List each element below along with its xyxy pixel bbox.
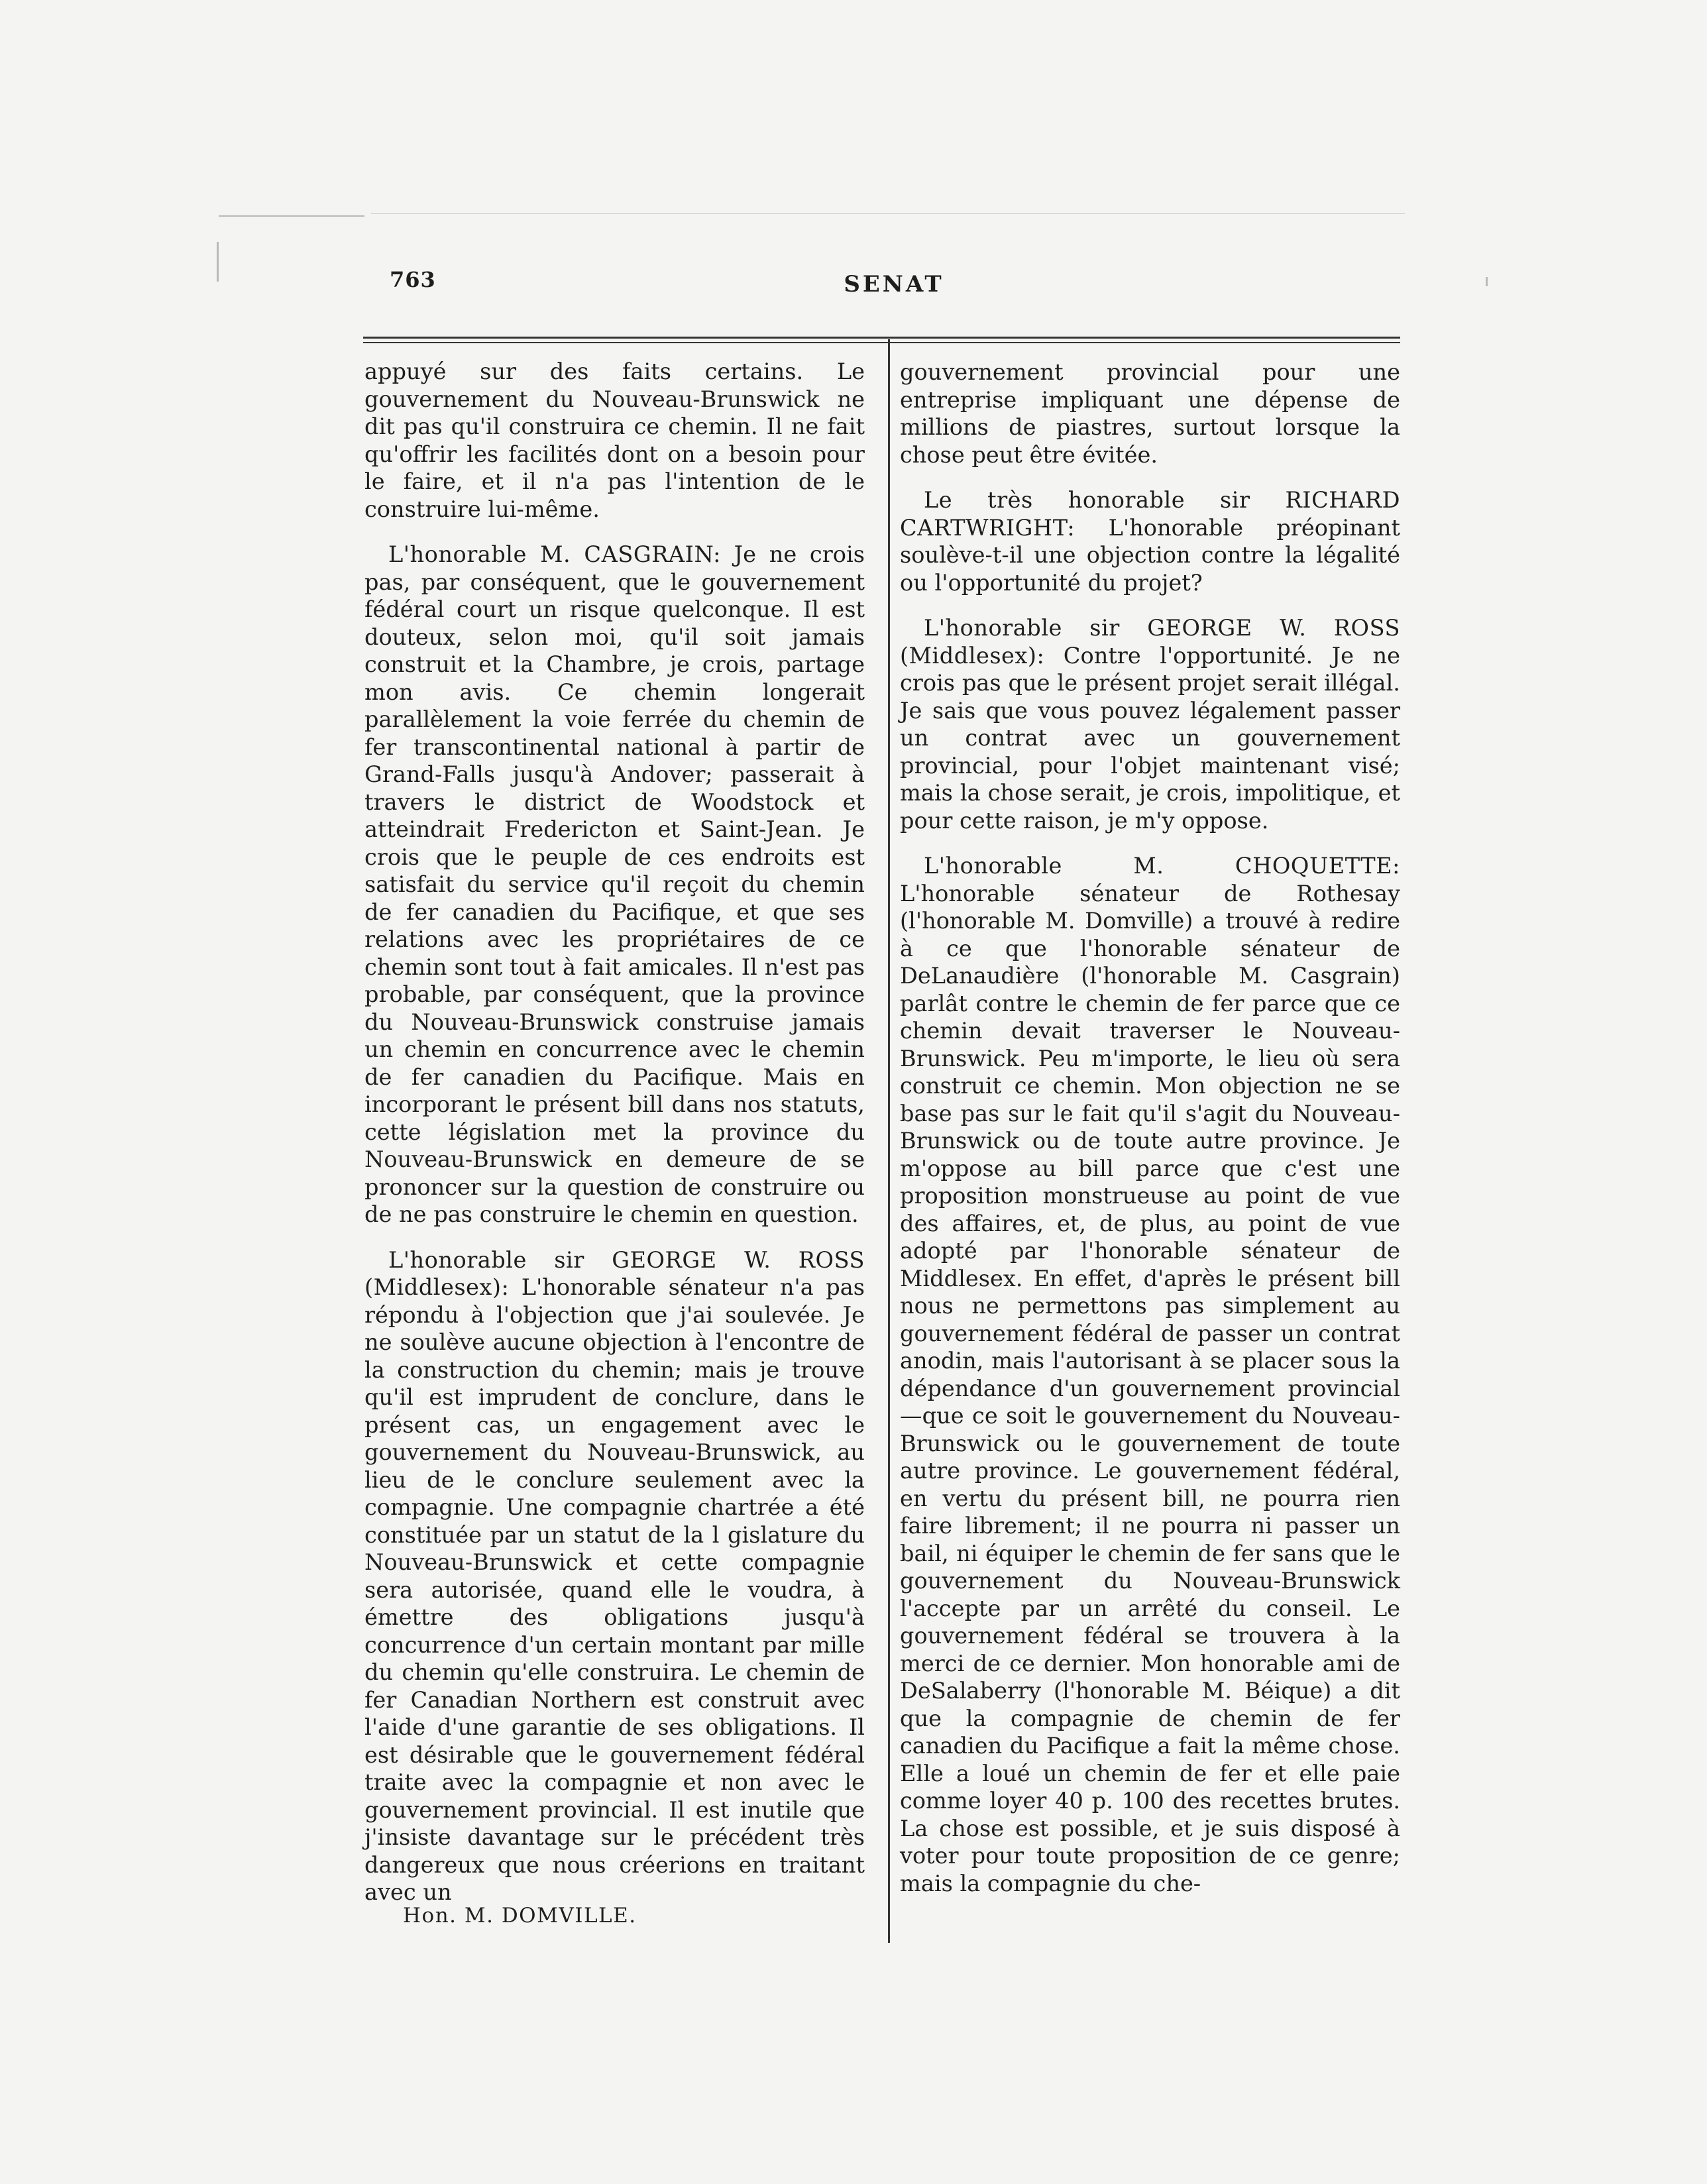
paragraph-text: L'honorable sénateur de Rothesay (l'honorable M. Domville) a trouvé à redire à ce que l'honorable sénateur de DeLanaudière (l'honorable M. Casgrain) parlât contre le chemin de fer parce que ce chemin devait traverser le Nouveau-Brunswick. Peu m'importe, le lieu où sera construit ce chemin. Mon objection ne se base pas sur le fait qu'il s'agit du Nouveau-Brunswick ou de toute autre province. Je m'oppose au bill parce que c'est une proposition monstrueuse au point de vue des affaires, et, de plus, au point de vue adopté par l'honorable sénateur de Middlesex. En effet, d'après le présent bill nous ne permettons pas simplement au gouvernement fédéral de passer un contrat anodin, mais l'autorisant à se placer sous la dépendance d'un gouvernement provincial—que ce soit le gouvernement du Nouveau-Brunswick ou le gouvernement de toute autre province. Le gouvernement fédéral, en vertu du présent bill, ne pourra rien faire librement; il ne pourra ni passer un bail, ni équiper le chemin de fer sans que le gouvernement du Nouveau-Brunswick l'accepte par un arrêté du conseil. Le gouvernement fédéral se trouvera à la merci de ce dernier. Mon honorable ami de DeSalaberry (l'honorable M. Béique) a dit que la compagnie de chemin de fer canadien du Pacifique a fait la même chose. Elle a loué un chemin de fer et elle paie comme loyer 40 p. 100 des recettes brutes. La chose est possible, et je suis disposé à voter pour toute proposition de ce genre; mais la compagnie du che-: [900, 880, 1400, 1896]
paragraph-text: L'honorable préopinant soulève-t-il une objection contre la légalité ou l'opportunité du projet?: [900, 514, 1400, 596]
paragraph: [364, 541, 865, 1228]
left-column: [364, 358, 865, 1906]
right-column: [900, 358, 1400, 1897]
paragraph-text: Contre l'opportunité. Je ne crois pas que le présent projet serait illégal. Je sais que vous pouvez légalement passer un contrat avec un gouvernement provincial, pour l'objet maintenant visé; mais la chose serait, je crois, impolitique, et pour cette raison, je m'y oppose.: [900, 642, 1400, 834]
paragraph: [900, 852, 1400, 1897]
scan-artifact-line: [219, 215, 364, 217]
paragraph-text: Je ne crois pas, par conséquent, que le gouvernement fédéral court un risque quelconque. Il est douteux, selon moi, qu'il soit jamais construit et la Chambre, je crois, partage mon avis. Ce chemin longerait parallèlement la voie ferrée du chemin de fer transcontinental national à partir de Grand-Falls jusqu'à Andover; passerait à travers le district de Woodstock et atteindrait Fredericton et Saint-Jean. Je crois que le peuple de ces endroits est satisfait du service qu'il reçoit du chemin de fer canadien du Pacifique, et que ses relations avec les propriétaires de ce chemin sont tout à fait amicales. Il n'est pas probable, par conséquent, que la province du Nouveau-Brunswick construise jamais un chemin en concurrence avec le chemin de fer canadien du Pacifique. Mais en incorporant le présent bill dans nos statuts, cette législation met la province du Nouveau-Brunswick en demeure de se prononcer sur la question de construire ou de ne pas construire le chemin en question.: [364, 541, 865, 1227]
paragraph: [900, 358, 1400, 468]
header-rule-top: [363, 337, 1400, 339]
speaker-name: L'honorable M. CHOQUETTE:: [924, 853, 1400, 879]
byline: Hon. M. DOMVILLE.: [403, 1904, 637, 1928]
page-header: [390, 267, 1398, 307]
paragraph-text: L'honorable sénateur n'a pas répondu à l'objection que j'ai soulevée. Je ne soulève aucune objection à l'encontre de la construction du chemin; mais je trouve qu'il est imprudent de conclure, dans le présent cas, un engagement avec le gouvernement du Nouveau-Brunswick, au lieu de le conclure seulement avec la compagnie. Une compagnie chartrée a été constituée par un statut de la l gislature du Nouveau-Brunswick et cette compagnie sera autorisée, quand elle le voudra, à émettre des obligations jusqu'à concurrence d'un certain montant par mille du chemin qu'elle construira. Le chemin de fer Canadian Northern est construit avec l'aide d'une garantie de ses obligations. Il est désirable que le gouvernement fédéral traite avec la compagnie et non avec le gouvernement provincial. Il est inutile que j'insiste davantage sur le précédent très dangereux que nous créerions en traitant avec un: [364, 1274, 865, 1905]
speaker-name: Le très honorable sir RICHARD CARTWRIGHT:: [900, 487, 1400, 541]
scan-artifact-line: [371, 213, 1405, 214]
header-rule-bottom: [363, 342, 1400, 343]
paragraph: [900, 486, 1400, 596]
paragraph-text: gouvernement provincial pour une entreprise impliquant une dépense de millions de piastres, surtout lorsque la chose peut être évitée.: [900, 359, 1400, 468]
paragraph-text: appuyé sur des faits certains. Le gouvernement du Nouveau-Brunswick ne dit pas qu'il construira ce chemin. Il ne fait qu'offrir les facilités dont on a besoin pour le faire, et il n'a pas l'intention de le construire lui-même.: [364, 358, 865, 522]
speaker-name: L'honorable sir GEORGE W. ROSS (Middlesex):: [364, 1246, 865, 1300]
running-head: SENAT: [844, 271, 944, 298]
page-number: 763: [390, 267, 436, 292]
column-divider: [888, 339, 890, 1943]
speaker-name: L'honorable sir GEORGE W. ROSS (Middlesex):: [900, 615, 1400, 669]
paragraph: [364, 1246, 865, 1906]
scan-artifact-dot: [217, 242, 219, 282]
speaker-name: L'honorable M. CASGRAIN:: [388, 541, 721, 567]
scan-artifact-dot: [1486, 277, 1488, 286]
paragraph: [364, 358, 865, 523]
paragraph: [900, 614, 1400, 834]
